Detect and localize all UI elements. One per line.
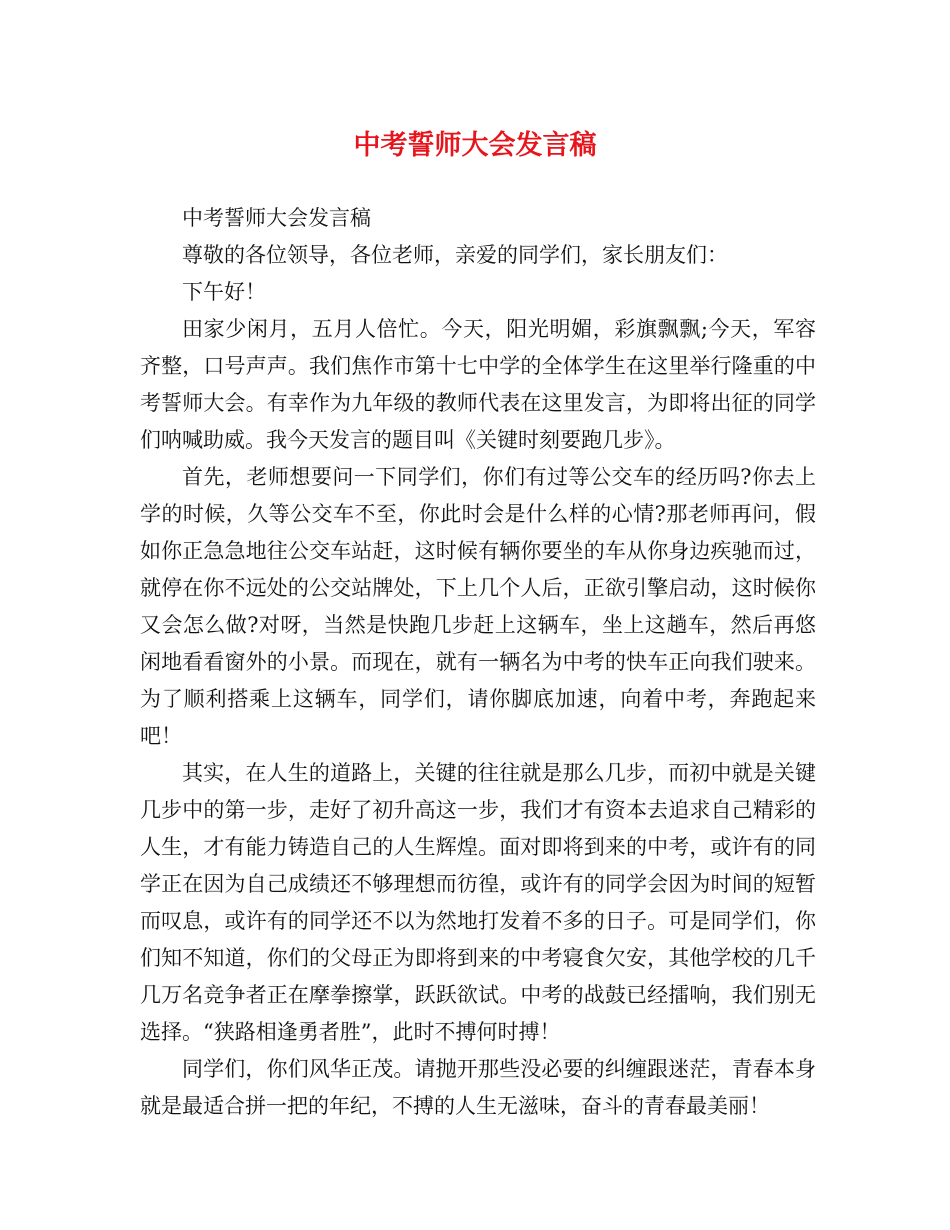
paragraph-key-steps: 其实，在人生的道路上，关键的往往就是那么几步，而初中就是关键几步中的第一步，走好了初升高这一步，我们才有资本去追求自己精彩的人生，才有能力铸造自己的人生辉煌。面对即将到来的中考，或许有的同学正在因为自己成绩还不够理想而彷徨，或许有的同学会因为时间的短暂而叹息，或许有的同学还不以为然地打发着不多的日子。可是同学们，你们知不知道，你们的父母正为即将到来的中考寝食欠安，其他学校的几千几万名竞争者正在摩拳擦掌，跃跃欲试。中考的战鼓已经擂响，我们别无选择。“狭路相逢勇者胜”，此时不搏何时搏！ [140, 761, 816, 1044]
paragraph-bus-analogy: 首先，老师想要问一下同学们，你们有过等公交车的经历吗?你去上学的时候，久等公交车不至，你此时会是什么样的心情?那老师再问，假如你正急急地往公交车站赶，这时候有辆你要坐的车从你身边疾驰而过，就停在你不远处的公交站牌处，下上几个人后，正欲引擎启动，这时候你又会怎么做?对呀，当然是快跑几步赶上这辆车，坐上这趟车，然后再悠闲地看看窗外的小景。而现在，就有一辆名为中考的快车正向我们驶来。为了顺利搭乘上这辆车，同学们，请你脚底加速，向着中考，奔跑起来吧！ [140, 465, 816, 748]
paragraph-intro: 田家少闲月，五月人倍忙。今天，阳光明媚，彩旗飘飘;今天，军容齐整，口号声声。我们焦作市第十七中学的全体学生在这里举行隆重的中考誓师大会。有幸作为九年级的教师代表在这里发言，为即将出征的同学们呐喊助威。我今天发言的题目叫《关键时刻要跑几步》。 [140, 317, 816, 452]
paragraph-heading: 中考誓师大会发言稿 [182, 206, 371, 230]
document-title: 中考誓师大会发言稿 [353, 130, 597, 161]
paragraph-greeting: 下午好！ [182, 280, 266, 304]
document-body [140, 200, 816, 1125]
paragraph-salutation: 尊敬的各位领导，各位老师，亲爱的同学们，家长朋友们： [182, 243, 728, 267]
paragraph-closing: 同学们，你们风华正茂。请抛开那些没必要的纠缠跟迷茫，青春本身就是最适合拼一把的年纪，不搏的人生无滋味，奋斗的青春最美丽！ [140, 1057, 816, 1118]
